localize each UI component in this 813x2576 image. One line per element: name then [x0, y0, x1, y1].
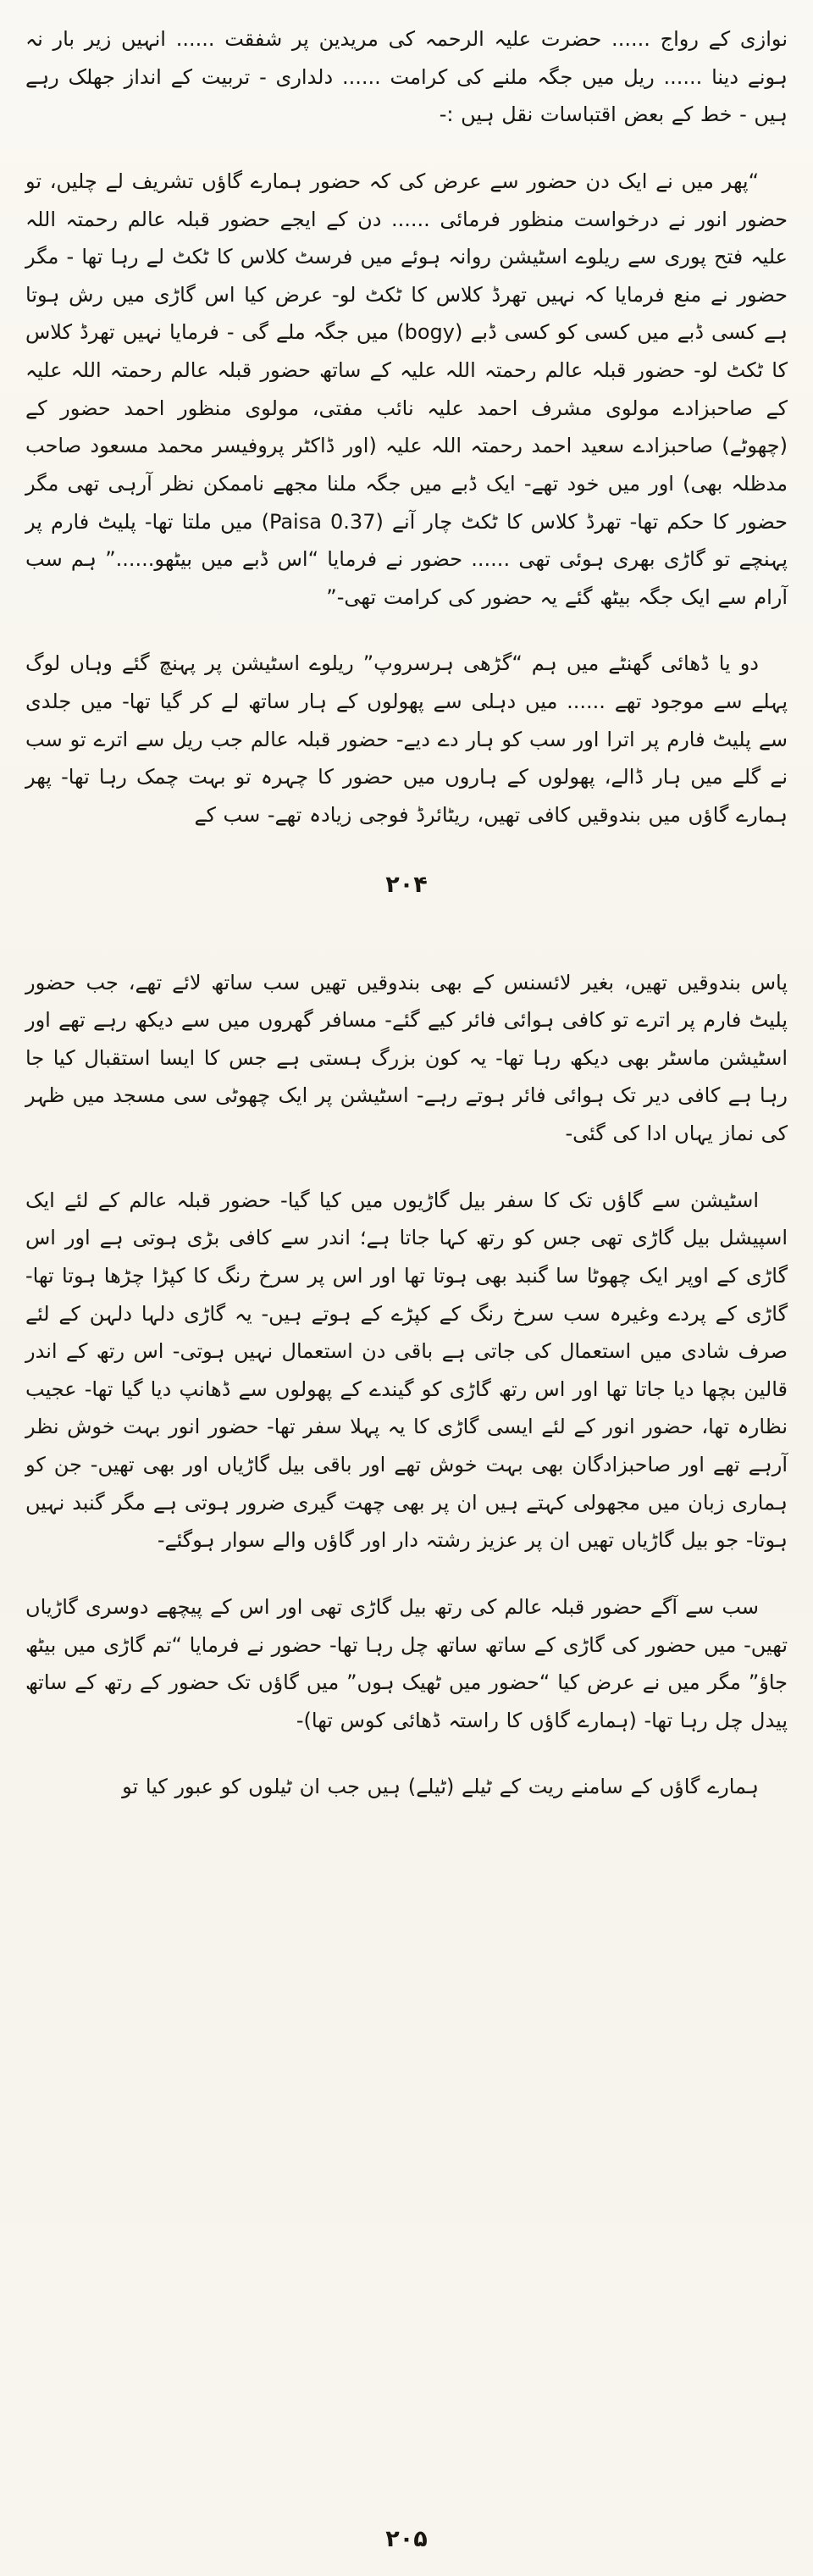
body-paragraph: ہمارے گاؤں کے سامنے ریت کے ٹیلے (ٹیلے) ہیں جب ان ٹیلوں کو عبور کیا تو — [122, 1775, 759, 1799]
body-paragraph: اسٹیشن سے گاؤں تک کا سفر بیل گاڑیوں میں کیا گیا- حضور قبلہ عالم کے لئے ایک اسپیشل بیل گاڑی تھی جس کو رتھ کہا جاتا ہے؛ اندر سے کافی بڑی ہوتی ہے اور اس گاڑی کے اوپر ایک چھوٹا سا گنبد بھی ہوتا تھا اور اس پر سرخ رنگ کا کپڑا چڑھا ہوتا تھا- گاڑی کے پردے وغیرہ سب سرخ رنگ کے کپڑے کے ہوتے ہیں- یہ گاڑی دلہا دلہن کے لئے صرف شادی میں استعمال کی جاتی ہے باقی دن استعمال نہیں ہوتی- اس رتھ کے اندر قالین بچھا دیا جاتا تھا اور اس رتھ گاڑی کو گیندے کے پھولوں سے ڈھانپ دیا گیا تھا- عجیب نظارہ تھا، حضور انور کے لئے ایسی گاڑی کا یہ پہلا سفر تھا- حضور انور بہت خوش نظر آرہے تھے اور صاحبزادگان بھی بہت خوش تھے اور باقی بیل گاڑیاں اور بھی تھیں- جن کو ہماری زبان میں مجھولی کہتے ہیں ان پر بھی چھت گیری ضرور ہوتی ہے مگر گنبد نہیں ہوتا- جو بیل گاڑیاں تھیں ان پر عزیز رشتہ دار اور گاؤں والے سوار ہوگئے- — [25, 1188, 788, 1553]
body-paragraph: دو یا ڈھائی گھنٹے میں ہم “گڑھی ہرسروپ” ریلوے اسٹیشن پر پہنچ گئے وہاں لوگ پہلے سے موجود تھے ...... میں دہلی سے پھولوں کے ہار ساتھ لے کر گیا تھا- میں جلدی سے پلیٹ فارم پر اترا اور سب کو ہار دے دیے- حضور قبلہ عالم جب ریل سے اترے تو سب نے گلے میں ہار ڈالے، پھولوں کے ہاروں میں حضور کا چہرہ تو بہت چمک رہا تھا- پھر ہمارے گاؤں میں بندوقیں کافی تھیں، ریٹائرڈ فوجی زیادہ تھے- سب کے — [25, 651, 788, 827]
quote-paragraph: “پھر میں نے ایک دن حضور سے عرض کی کہ حضور ہمارے گاؤں تشریف لے چلیں، تو حضور انور نے درخواست منظور فرمائی ...... دن کے ایجے حضور قبلہ عالم رحمتہ اللہ علیہ فتح پوری سے ریلوے اسٹیشن روانہ ہوئے میں فرسٹ کلاس کا ٹکٹ لے رہا تھا - مگر حضور نے منع فرمایا کہ نہیں تھرڈ کلاس کا ٹکٹ لو- عرض کیا اس گاڑی میں رش ہوتا ہے کسی ڈبے میں کسی کو کسی ڈبے (bogy) میں جگہ ملے گی - فرمایا نہیں تھرڈ کلاس کا ٹکٹ لو- حضور قبلہ عالم رحمتہ اللہ علیہ کے ساتھ حضور قبلہ عالم رحمتہ اللہ علیہ کے صاحبزادے مولوی مشرف احمد علیہ نائب مفتی، مولوی منظور احمد حضور کے (چھوٹے) صاحبزادے سعید احمد رحمتہ اللہ علیہ (اور ڈاکٹر پروفیسر محمد مسعود صاحب مدظلہ بھی) اور میں خود تھے- ایک ڈبے میں جگہ ملنا مجھے ناممکن نظر آرہی تھی مگر حضور کا حکم تھا- تھرڈ کلاس کا ٹکٹ چار آنے (0.37 Paisa) میں ملتا تھا- پلیٹ فارم پر پہنچے تو گاڑی بھری ہوئی تھی ...... حضور نے فرمایا “اس ڈبے میں بیٹھو......” ہم سب آرام سے ایک جگہ بیٹھ گئے یہ حضور کی کرامت تھی-” — [25, 169, 788, 609]
intro-paragraph: نوازی کے رواج ...... حضرت علیہ الرحمہ کی مریدین پر شفقت ...... انہیں زیر بار نہ ہونے دینا ...... ریل میں جگہ ملنے کی کرامت ...... دلداری - تربیت کے انداز جھلک رہے ہیں - خط کے بعض اقتباسات نقل ہیں :- — [25, 27, 788, 127]
body-paragraph: سب سے آگے حضور قبلہ عالم کی رتھ بیل گاڑی تھی اور اس کے پیچھے دوسری گاڑیاں تھیں- میں حضور کی گاڑی کے ساتھ ساتھ چل رہا تھا- حضور نے فرمایا “تم گاڑی میں بیٹھ جاؤ” مگر میں نے عرض کیا “حضور میں ٹھیک ہوں” میں گاؤں تک حضور کے رتھ کے ساتھ پیدل چل رہا تھا- (ہمارے گاؤں کا راستہ ڈھائی کوس تھا)- — [25, 1594, 788, 1732]
page-205 — [25, 964, 788, 2553]
page-204 — [25, 20, 788, 898]
page-number-204: ۲۰۴ — [385, 871, 428, 898]
body-paragraph: پاس بندوقیں تھیں، بغیر لائسنس کے بھی بندوقیں تھیں سب ساتھ لائے تھے، جب حضور پلیٹ فارم پر اترے تو کافی ہوائی فائر کیے گئے- مسافر گھروں میں سے دیکھ رہے تھے اور اسٹیشن ماسٹر بھی دیکھ رہا تھا- یہ کون بزرگ ہستی ہے جس کا ایسا استقبال کیا جا رہا ہے کافی دیر تک ہوائی فائر ہوتے رہے- اسٹیشن پر ایک چھوٹی سی مسجد میں ظہر کی نماز یہاں ادا کی گئی- — [25, 970, 788, 1145]
page-bottom-spacer — [25, 1835, 788, 2518]
page-number-205: ۲۰۵ — [385, 2526, 428, 2552]
